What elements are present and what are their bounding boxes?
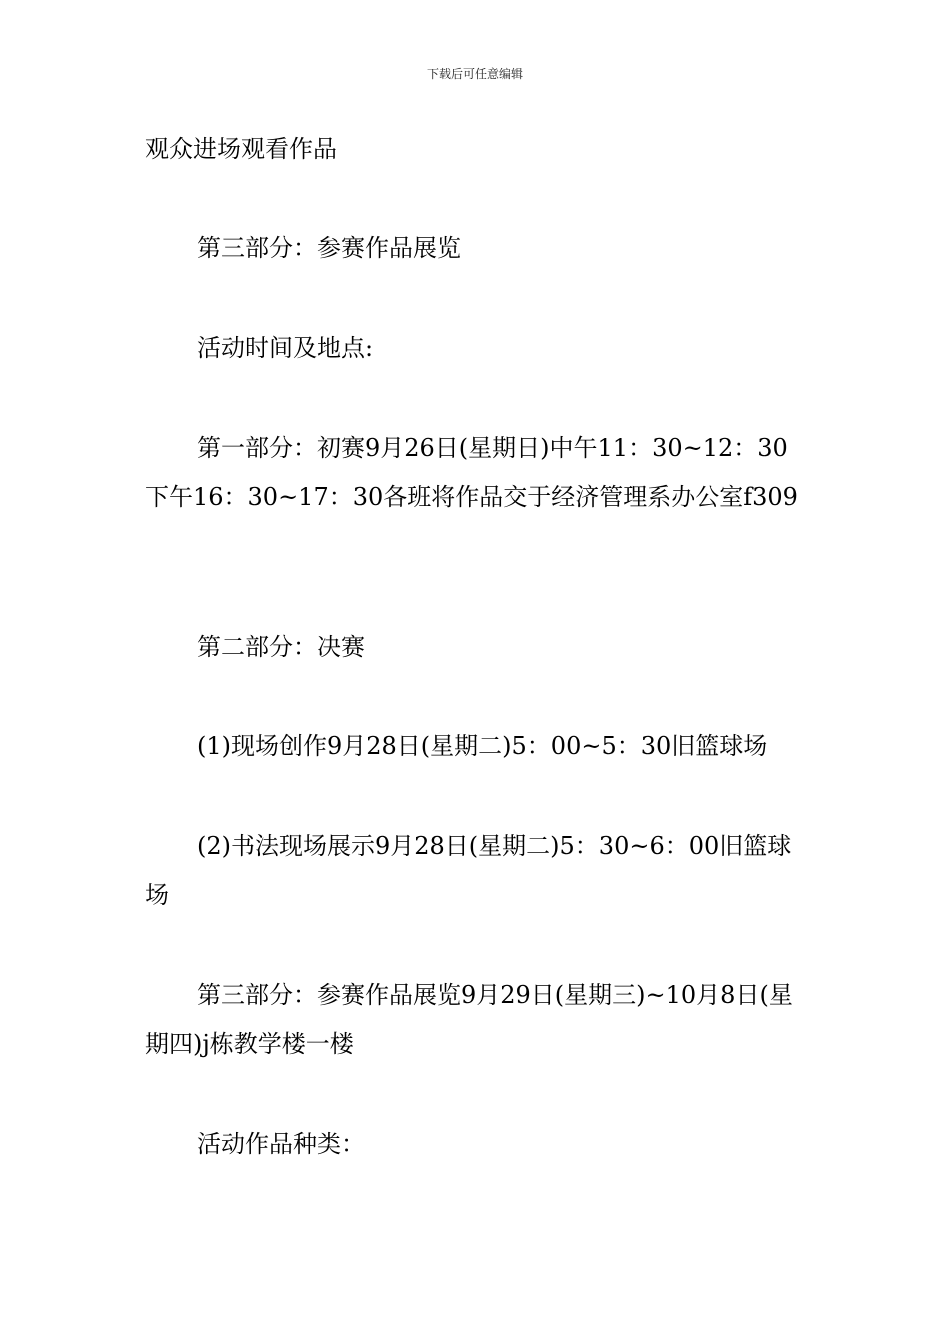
paragraph-part-three-heading: 第三部分：参赛作品展览	[197, 234, 461, 262]
page-header-note: 下载后可任意编辑	[426, 67, 523, 81]
paragraph-calligraphy-showcase: (2)书法现场展示9月28日(星期二)5：30~6：00旧篮球场	[145, 832, 792, 909]
paragraph-onsite-creation: (1)现场创作9月28日(星期二)5：00~5：30旧篮球场	[197, 732, 768, 760]
paragraph-time-location-heading: 活动时间及地点:	[197, 334, 374, 362]
paragraph-part-one-preliminary: 第一部分：初赛9月26日(星期日)中午11：30~12：30下午16：30~17：30各班将作品交于经济管理系办公室f309	[145, 434, 798, 511]
paragraph-part-two-final: 第二部分：决赛	[197, 633, 365, 661]
paragraph-work-categories: 活动作品种类：	[197, 1130, 365, 1158]
paragraph-part-three-exhibition: 第三部分：参赛作品展览9月29日(星期三)~10月8日(星期四)j栋教学楼一楼	[145, 981, 793, 1058]
paragraph-audience-entry: 观众进场观看作品	[145, 135, 337, 163]
